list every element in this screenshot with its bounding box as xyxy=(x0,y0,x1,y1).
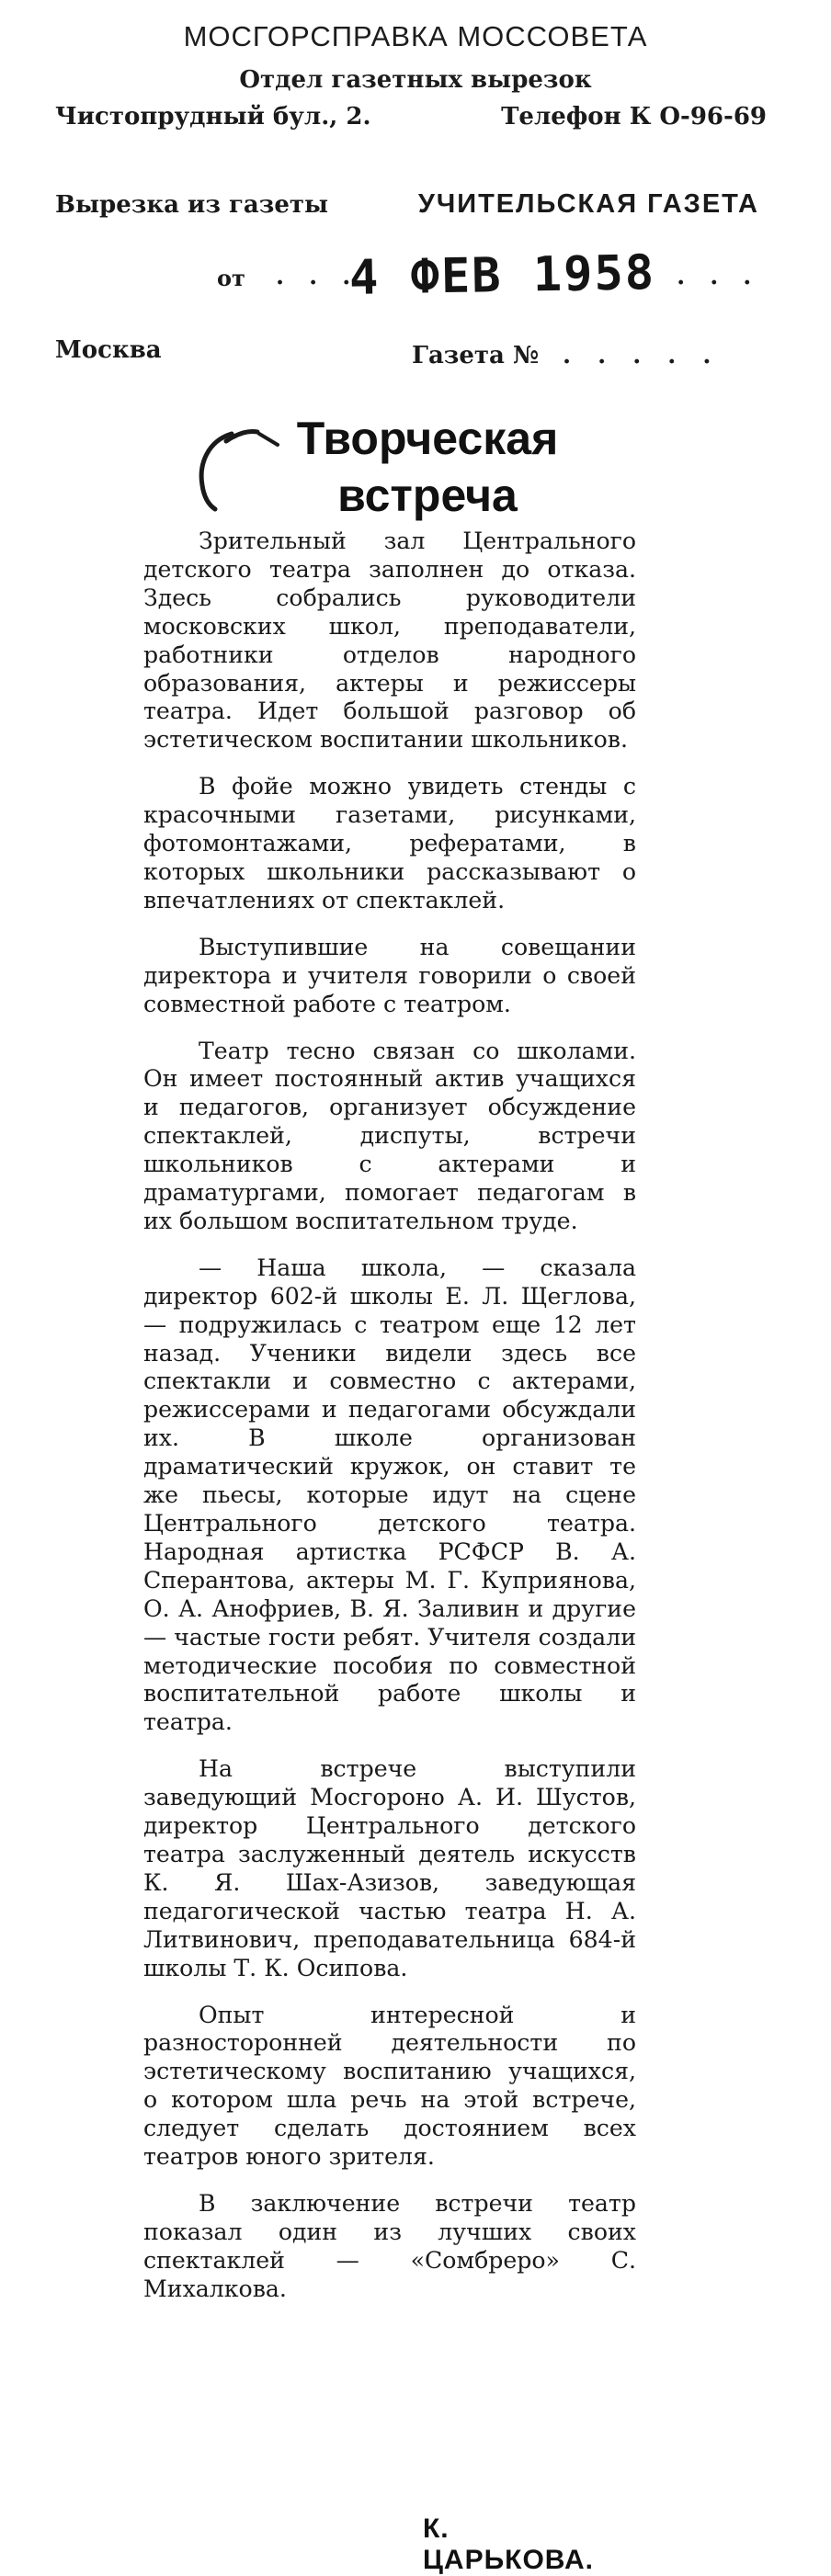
article-title-line-1: Творческая xyxy=(296,413,559,464)
date-dots-right: . . . . xyxy=(643,263,760,290)
city-label: Москва xyxy=(55,336,162,364)
article-paragraph: Театр тесно связан со школами. Он имеет постоянный актив учащихся и педагогов, организует обсуждение спектаклей, диспуты, встречи школьников с актерами и драматургами, помогает педагогам в их большом воспитательном труде. xyxy=(143,1037,636,1234)
article-paragraph: Опыт интересной и разносторонней деятельности по эстетическому воспитанию учащихся, о котором шла речь на этой встрече, следует сделать достоянием всех театров юного зрителя. xyxy=(143,2001,636,2171)
article-paragraph: — Наша школа, — сказала директор 602-й школы Е. Л. Щеглова, — подружилась с театром еще 12 лет назад. Ученики видели здесь все спектакли и совместно с актерами, режиссерами и педагогами обсуждали их. В школе организован драматический кружок, он ставит те же пьесы, которые идут на сцене Центрального детского театра. Народная артистка РСФСР В. А. Сперантова, актеры М. Г. Куприянова, О. А. Анофриев, В. Я. Заливин и другие — частые гости ребят. Учителя создали методические пособия по совместной воспитательной работе школы и театра. xyxy=(143,1254,636,1736)
article-author: К. ЦАРЬКОВА. xyxy=(423,2514,594,2575)
date-dots-left: . . . xyxy=(276,263,359,290)
issue-label: Газета № xyxy=(412,342,540,369)
bureau-address: Чистопрудный бул., 2. xyxy=(55,103,371,131)
article-paragraph: Зрительный зал Центрального детского театра заполнен до отказа. Здесь собрались руководители московских школ, преподаватели, работники отделов народного образования, актеры и режиссеры театра. Идет большой разговор об эстетическом воспитании школьников. xyxy=(143,528,636,754)
issue-dots: . . . . . xyxy=(563,342,721,369)
article-body xyxy=(143,528,636,2322)
article-title-line-2: встреча xyxy=(337,470,518,521)
date-stamp: 4 ФЕВ 1958 xyxy=(348,245,656,306)
newspaper-name: УЧИТЕЛЬСКАЯ ГАЗЕТА xyxy=(417,189,759,219)
article-paragraph: На встрече выступили заведующий Мосгороно А. И. Шустов, директор Центрального детского театра заслуженный деятель искусств К. Я. Шах-Азизов, заведующая педагогической частью театра Н. А. Литвинович, преподавательница 684-й школы Т. К. Осипова. xyxy=(143,1755,636,1981)
article-paragraph: В заключение встречи театр показал один из лучших своих спектаклей — «Сомбреро» С. Михалкова. xyxy=(143,2189,636,2302)
bureau-name: МОСГОРСПРАВКА МОССОВЕТА xyxy=(183,20,648,52)
department-name: Отдел газетных вырезок xyxy=(239,66,592,94)
article-paragraph: В фойе можно увидеть стенды с красочными газетами, рисунками, фотомонтажами, рефератами, в которых школьники рассказывают о впечатлениях от спектаклей. xyxy=(143,773,636,914)
article-title xyxy=(211,410,643,524)
article-paragraph: Выступившие на совещании директора и учителя говорили о своей совместной работе с театром. xyxy=(143,933,636,1017)
date-label: от xyxy=(217,265,245,291)
clipping-label: Вырезка из газеты xyxy=(55,191,329,219)
bureau-phone: Телефон К О-96-69 xyxy=(501,103,767,131)
